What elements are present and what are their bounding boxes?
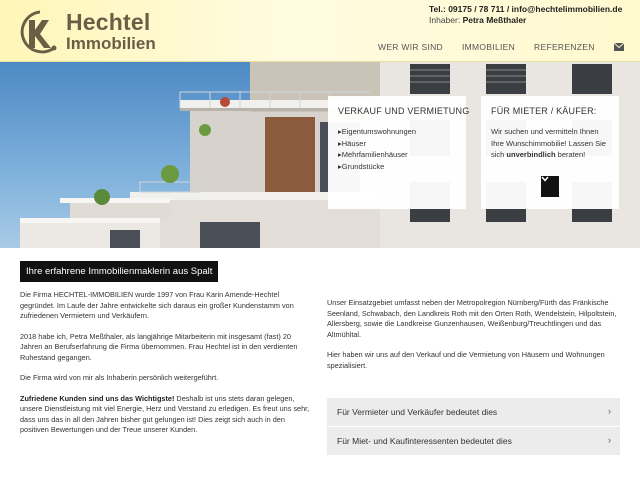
property-type-list: [338, 126, 456, 172]
accordion-label: Für Vermieter und Verkäufer bedeutet dies: [337, 407, 498, 417]
area-paragraph: Unser Einsatzgebiet umfasst neben der Metropolregion Nürnberg/Fürth das Fränkische Seenland, Schwabach, den Landkreis Roth mit den Orten Roth, Wendelstein, Hilpoltstein, Allersberg, sowie die Landkreise Gunzenhausen, Weißenburg/Treuchtlingen und das Altmühltal.: [327, 298, 617, 339]
about-paragraph: Zufriedene Kunden sind uns das Wichtigste! Deshalb ist uns stets daran gelegen, unsere Dienstleistung mit viel Energie, Herz und Verstand zu erledigen. Es freut uns sehr, dass uns das in all den Jahren bisher gut gelungen ist! Dies zeigt sich auch in den positiven Bewertungen und der Treue unserer Kunden.: [20, 393, 310, 434]
hero-image: [0, 62, 640, 248]
chevron-down-icon: [541, 176, 549, 182]
accordion-landlords-sellers[interactable]: [327, 398, 620, 426]
list-item[interactable]: ▸ Eigentumswohnungen: [338, 126, 456, 138]
nav-referenzen[interactable]: REFERENZEN: [534, 42, 595, 52]
chevron-right-icon: ›: [608, 435, 611, 445]
nav-wer-wir-sind[interactable]: WER WIR SIND: [378, 42, 443, 52]
sale-card-title: VERKAUF UND VERMIETUNG: [338, 106, 470, 116]
about-paragraph: 2018 habe ich, Petra Meßthaler, als langjährige Mitarbeiterin mit insgesamt (fast) 20 Jahren an Berufserfahrung die Firma übernommen. Frau Hechtel ist in den verdienten Ruhestand gegangen.: [20, 331, 298, 362]
logo-subtitle: Immobilien: [66, 34, 156, 53]
service-area-text: [327, 298, 622, 381]
list-item[interactable]: ▸ Mehrfamilienhäuser: [338, 149, 456, 161]
chevron-right-icon: ›: [608, 406, 611, 416]
site-header: [0, 0, 640, 62]
about-paragraph: Die Firma HECHTEL-IMMOBILIEN wurde 1997 von Frau Karin Amende-Hechtel gegründet. Im Laufe der Jahre entwickelte sich daraus ein großer Kundenstamm von zufriedenen Vermietern und Verkäufern.: [20, 290, 294, 320]
logo-mark-icon: [18, 8, 62, 56]
list-item[interactable]: ▸ Grundstücke: [338, 161, 456, 173]
sale-rental-card: [328, 96, 470, 209]
page-title: Ihre erfahrene Immobilienmaklerin aus Spalt: [20, 261, 218, 282]
owner-label: Inhaber:: [429, 15, 461, 25]
tenant-buyer-card: [481, 96, 619, 209]
envelope-icon[interactable]: [614, 43, 624, 51]
expand-button[interactable]: [541, 176, 559, 197]
about-text: [20, 290, 315, 446]
contact-info: [429, 4, 622, 26]
list-item[interactable]: ▸ Häuser: [338, 138, 456, 150]
about-paragraph: Die Firma wird von mir als Inhaberin persönlich weitergeführt.: [20, 373, 219, 382]
accordion-label: Für Miet- und Kaufinteressenten bedeutet dies: [337, 436, 512, 446]
owner-name: Petra Meßthaler: [462, 15, 527, 25]
main-nav: [378, 42, 624, 52]
logo[interactable]: [18, 8, 168, 56]
accordion-tenants-buyers[interactable]: [327, 427, 620, 455]
logo-title: Hechtel: [66, 9, 151, 35]
nav-immobilien[interactable]: IMMOBILIEN: [461, 42, 516, 52]
rent-card-title: FÜR MIETER / KÄUFER:: [491, 106, 597, 116]
rent-card-text: Wir suchen und vermitteln Ihnen Ihre Wunschimmobilie! Lassen Sie sich unverbindlich beraten!: [491, 127, 606, 159]
contact-phone-email[interactable]: Tel.: 09175 / 78 711 / info@hechtelimmobilien.de: [429, 4, 623, 14]
area-paragraph: Hier haben wir uns auf den Verkauf und die Vermietung von Häusern und Wohnungen spezialisiert.: [327, 350, 605, 370]
